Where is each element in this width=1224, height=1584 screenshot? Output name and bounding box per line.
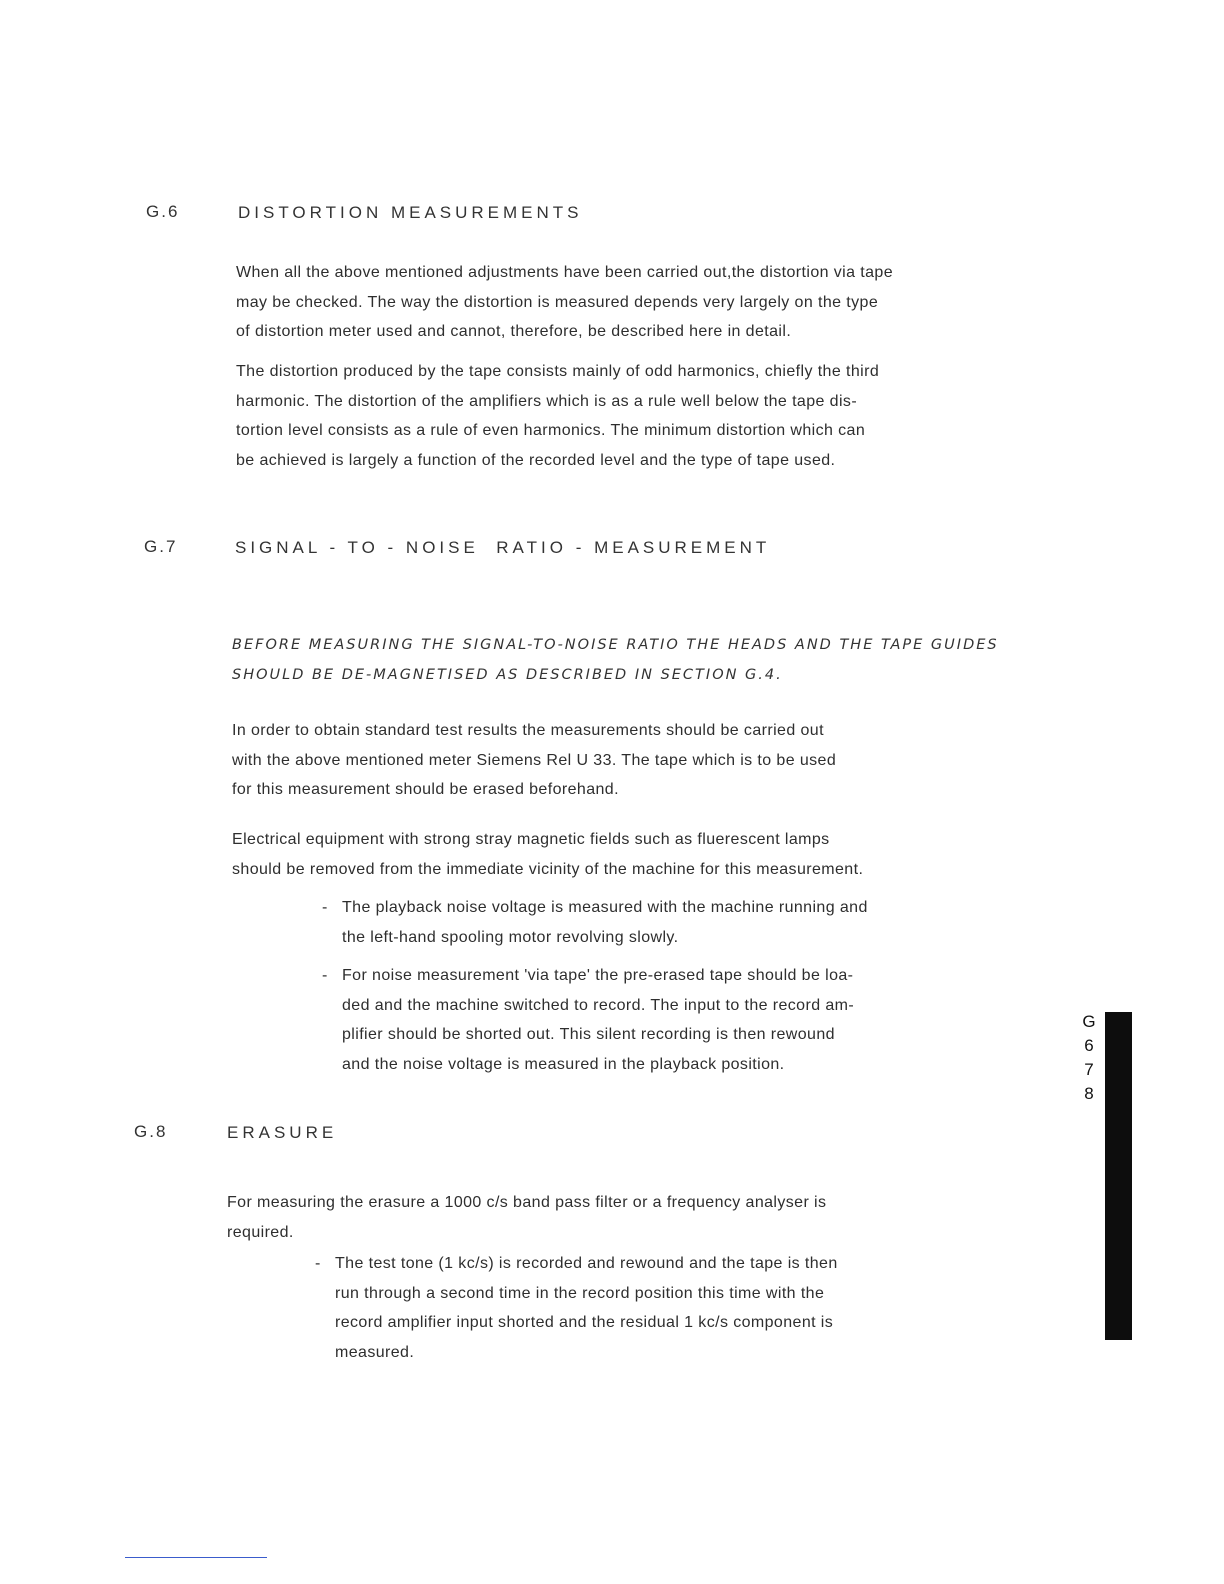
section-number-g8: G.8 [134, 1122, 168, 1141]
section-title-g7: SIGNAL - TO - NOISE RATIO - MEASUREMENT [235, 538, 771, 557]
bullet-marker: - [322, 967, 328, 984]
section-title-g6: DISTORTION MEASUREMENTS [238, 203, 583, 222]
text-line: of distortion meter used and cannot, therefore, be described here in detail. [236, 323, 792, 340]
footer-rule [125, 1557, 267, 1558]
g7-paragraph-1 [232, 716, 836, 805]
text-line: For measuring the erasure a 1000 c/s band pass filter or a frequency analyser is [227, 1194, 827, 1211]
text-line: measured. [335, 1343, 415, 1361]
text-line: When all the above mentioned adjustments have been carried out,the distortion via tape [236, 264, 894, 281]
text-line: run through a second time in the record position this time with the [335, 1284, 825, 1302]
text-line: ded and the machine switched to record. The input to the record am- [342, 996, 855, 1014]
text-line: be achieved is largely a function of the recorded level and the type of tape used. [236, 451, 836, 469]
g7-bullet-1 [322, 893, 868, 952]
text-line: BEFORE MEASURING THE SIGNAL-TO-NOISE RATIO THE HEADS AND THE TAPE GUIDES [232, 637, 999, 653]
text-line: with the above mentioned meter Siemens Rel U 33. The tape which is to be used [232, 751, 837, 769]
g7-warning-notice [232, 630, 999, 690]
text-line: plifier should be shorted out. This silent recording is then rewound [342, 1026, 835, 1043]
g6-paragraph-1 [236, 258, 893, 347]
text-line-content: The test tone (1 kc/s) is recorded and rewound and the tape is then [335, 1255, 838, 1272]
text-line: record amplifier input shorted and the residual 1 kc/s component is [335, 1314, 834, 1331]
bullet-marker: - [315, 1255, 321, 1272]
text-line: tortion level consists as a rule of even harmonics. The minimum distortion which can [236, 422, 866, 439]
g7-bullet-2 [322, 961, 854, 1079]
text-line: The distortion produced by the tape consists mainly of odd harmonics, chiefly the third [236, 363, 880, 380]
text-line: SHOULD BE DE-MAGNETISED AS DESCRIBED IN SECTION G.4. [232, 667, 783, 683]
text-line: required. [227, 1223, 294, 1241]
g6-paragraph-2 [236, 357, 879, 475]
side-tab-letter: 7 [1084, 1060, 1094, 1079]
side-tab-letter: 8 [1084, 1084, 1094, 1103]
text-line [315, 1249, 838, 1279]
side-tab-letter: G [1082, 1012, 1096, 1031]
text-line: may be checked. The way the distortion is measured depends very largely on the type [236, 293, 879, 311]
text-line-content: The playback noise voltage is measured with the machine running and [342, 899, 868, 916]
text-line: In order to obtain standard test results the measurements should be carried out [232, 722, 824, 739]
text-line-content: For noise measurement 'via tape' the pre-erased tape should be loa- [342, 967, 854, 984]
text-line: should be removed from the immediate vicinity of the machine for this measurement. [232, 860, 864, 878]
text-line [322, 961, 854, 991]
side-tab-labels [1078, 1010, 1100, 1106]
g8-bullet-1 [315, 1249, 838, 1367]
text-line: and the noise voltage is measured in the playback position. [342, 1055, 785, 1073]
side-tab-letter: 6 [1084, 1036, 1094, 1055]
section-number-g7: G.7 [144, 537, 178, 556]
text-line [322, 893, 868, 923]
g7-paragraph-2 [232, 825, 863, 884]
side-index-tab-bar [1105, 1012, 1132, 1340]
section-title-g8: ERASURE [227, 1123, 338, 1142]
text-line: harmonic. The distortion of the amplifiers which is as a rule well below the tape dis- [236, 392, 858, 410]
section-number-g6: G.6 [146, 202, 180, 221]
text-line: Electrical equipment with strong stray magnetic fields such as fluerescent lamps [232, 831, 830, 848]
text-line: the left-hand spooling motor revolving slowly. [342, 928, 679, 946]
text-line: for this measurement should be erased beforehand. [232, 781, 619, 798]
g8-paragraph-1 [227, 1188, 826, 1247]
bullet-marker: - [322, 899, 328, 916]
